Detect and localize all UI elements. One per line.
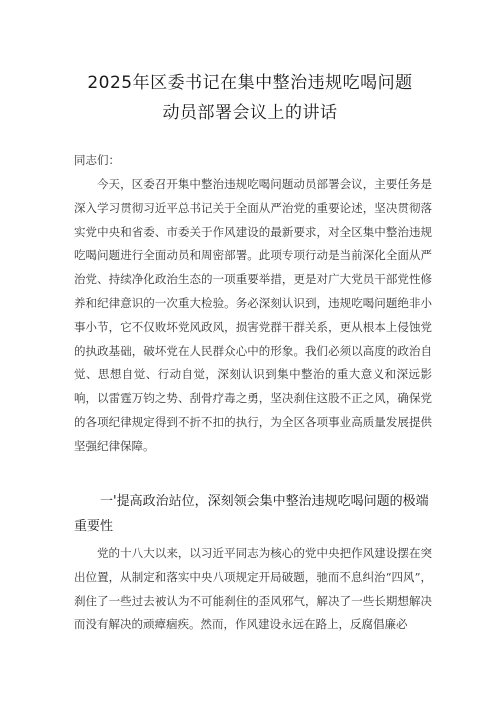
- document-title-line-1: 2025年区委书记在集中整治违规吃喝问题: [87, 73, 413, 93]
- body-paragraph-section-1: 党的十八大以来，以习近平同志为核心的党中央把作风建设摆在突出位置，从制定和落实中央八项规定开局破题，驰而不息纠治“四风”，刹住了一些过去被认为不可能刹住的歪风邪气，解决了一些长期想解决而没有解决的顽瘴痼疾。然而，作风建设永远在路上，反腐倡廉必: [74, 546, 432, 632]
- salutation: 同志们：: [74, 153, 120, 167]
- section-heading-1: 一'提高政治站位，深刻领会集中整治违规吃喝问题的极端重要性: [74, 494, 429, 534]
- body-paragraph-intro: 今天，区委召开集中整治违规吃喝问题动员部署会议，主要任务是深入学习贯彻习近平总书记关于全面从严治党的重要论述，坚决贯彻落实党中央和省委、市委关于作风建设的最新要求，对全区集中整治违规吃喝问题进行全面动员和周密部署。此项专项行动是当前深化全面从严治党、持续净化政治生态的一项重要举措，更是对广大党员干部党性修养和纪律意识的一次重大检验。务必深刻认识到，违规吃喝问题绝非小事小节，它不仅败坏党风政风，损害党群干群关系，更从根本上侵蚀党的执政基础，破坏党在人民群众心中的形象。我们必须以高度的政治自觉、思想自觉、行动自觉，深刻认识到集中整治的重大意义和深远影响，以雷霆万钧之势、刮骨疗毒之勇，坚决刹住这股不正之风，确保党的各项纪律规定得到不折不扣的执行，为全区各项事业高质量发展提供坚强纪律保障。: [74, 177, 432, 453]
- document-title-line-2: 动员部署会议上的讲话: [162, 103, 338, 123]
